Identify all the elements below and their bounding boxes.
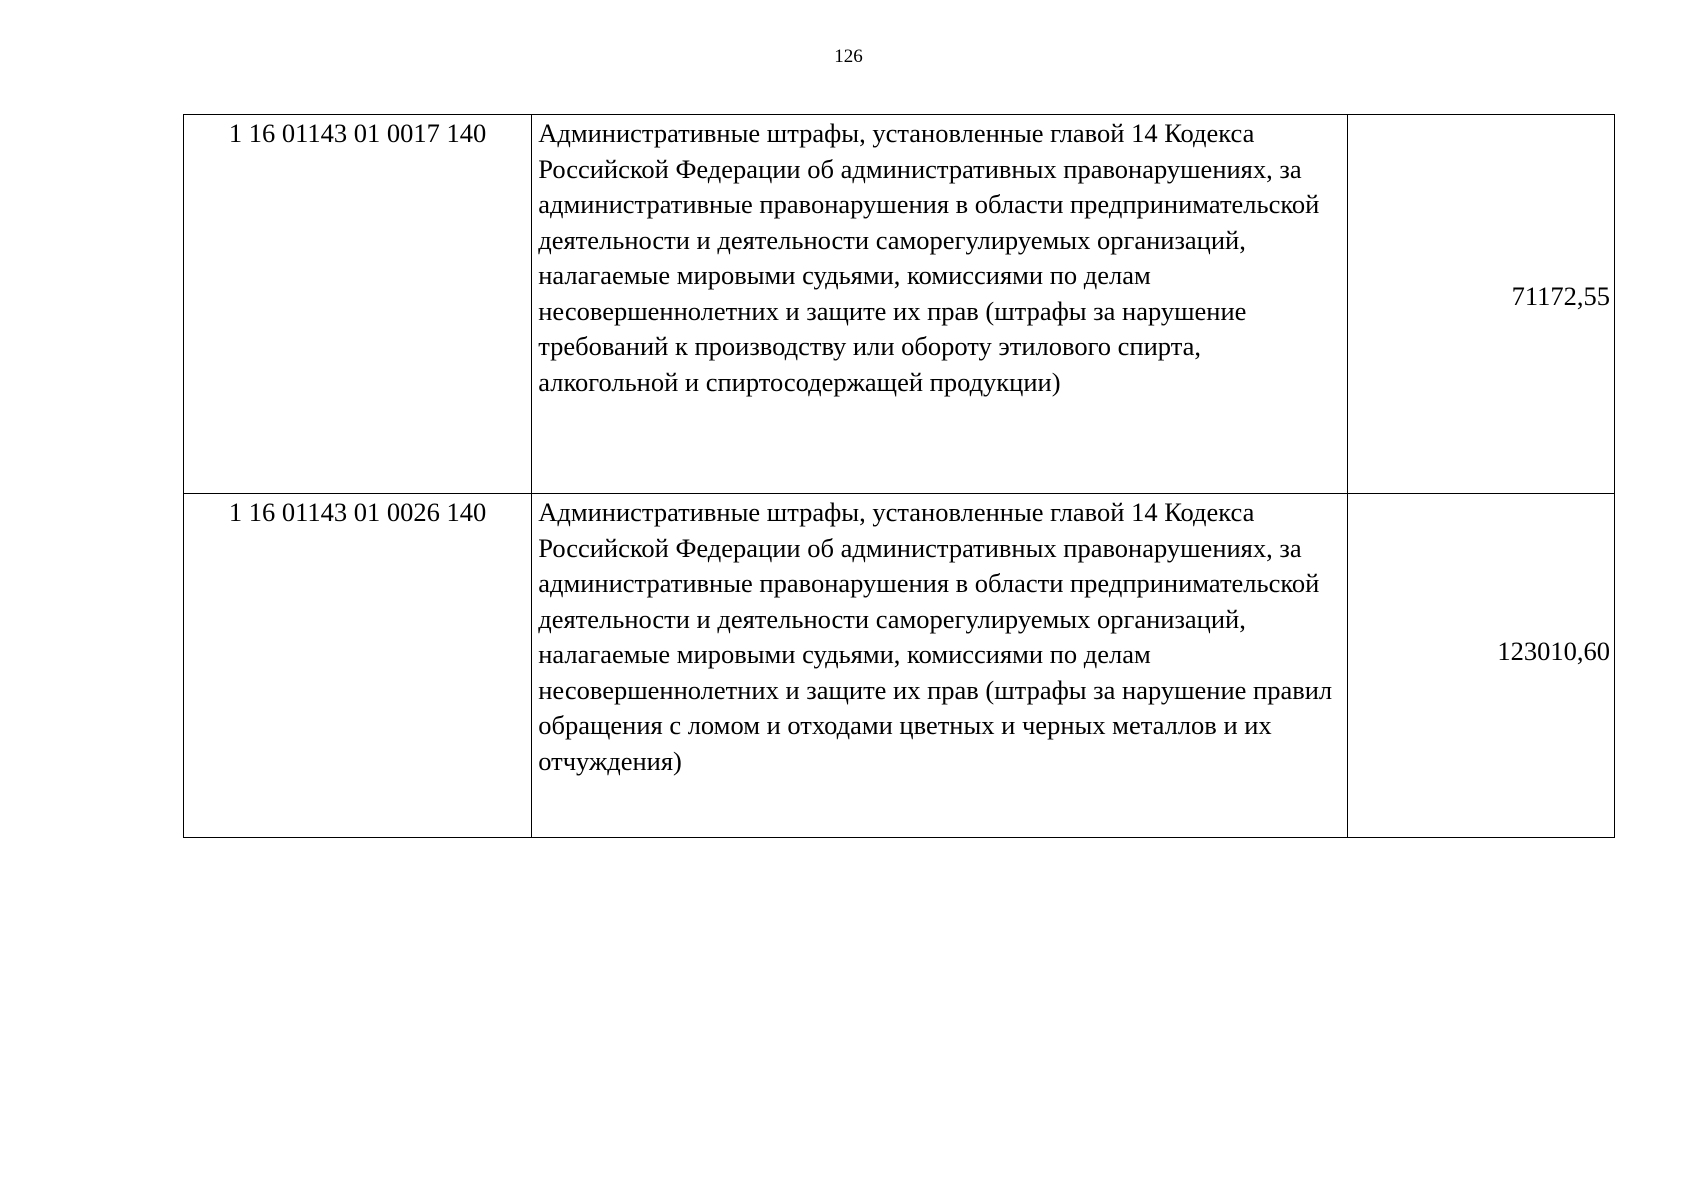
amount-cell: 71172,55 [1347,115,1614,494]
description-cell: Административные штрафы, установленные главой 14 Кодекса Российской Федерации об административных правонарушениях, за административные правонарушения в области предпринимательской деятельности и деятельности саморегулируемых организаций, налагаемые мировыми судьями, комиссиями по делам несовершеннолетних и защите их прав (штрафы за нарушение требований к производству или обороту этилового спирта, алкогольной и спиртосодержащей продукции) [532,115,1348,494]
budget-code-cell: 1 16 01143 01 0026 140 [184,494,532,838]
amount-cell: 123010,60 [1347,494,1614,838]
budget-table [183,114,1615,838]
budget-code-cell: 1 16 01143 01 0017 140 [184,115,532,494]
table-row [184,494,1615,838]
page-number: 126 [834,46,863,67]
table-row [184,115,1615,494]
description-cell: Административные штрафы, установленные главой 14 Кодекса Российской Федерации об административных правонарушениях, за административные правонарушения в области предпринимательской деятельности и деятельности саморегулируемых организаций, налагаемые мировыми судьями, комиссиями по делам несовершеннолетних и защите их прав (штрафы за нарушение правил обращения с ломом и отходами цветных и черных металлов и их отчуждения) [532,494,1348,838]
